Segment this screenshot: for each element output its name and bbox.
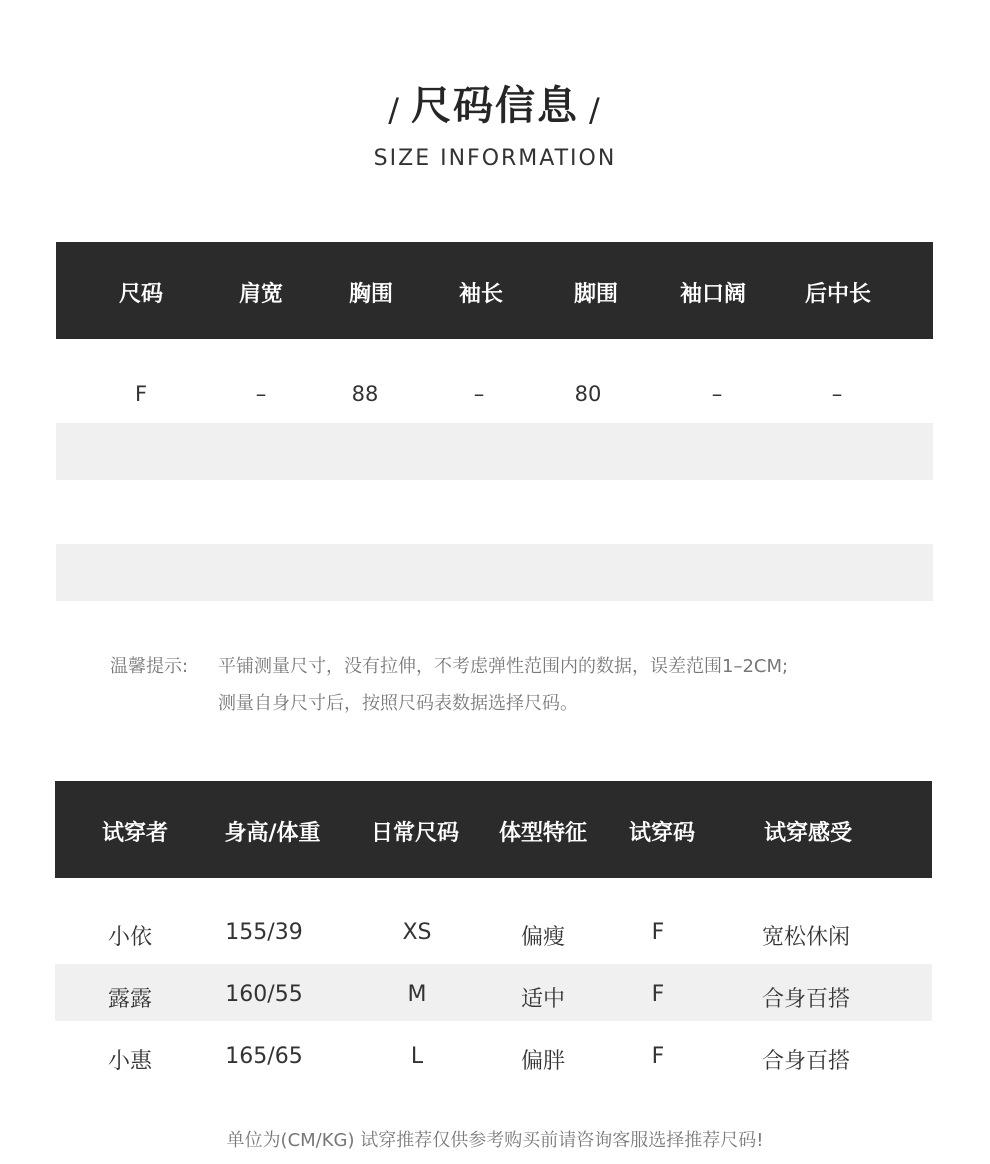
tryon-cell: 165/65 [225,1044,303,1069]
tryon-header-cell: 体型特征 [498,821,587,846]
tryon-cell: 适中 [520,987,565,1012]
tryon-cell: F [651,1044,665,1069]
title-cn-text: 尺码信息 [411,83,579,129]
tryon-header-cell: 身高/体重 [224,821,321,846]
size-cell: – [255,382,267,406]
tryon-cell: 宽松休闲 [761,925,850,950]
tryon-header-cell: 日常尺码 [370,821,459,846]
tryon-cell: 合身百搭 [761,987,850,1012]
tryon-cell: 偏胖 [520,1049,565,1074]
page-subtitle: SIZE INFORMATION [373,146,617,171]
title-slash-left: / [388,91,401,129]
size-header-cell: 尺码 [118,282,163,307]
size-cell: F [134,382,148,406]
tryon-cell: 偏瘦 [520,925,565,950]
tryon-header-cell: 试穿码 [628,821,695,846]
size-header-cell: 袖口阔 [679,282,746,307]
tryon-cell: F [651,920,665,945]
tryon-cell: 小依 [107,925,152,950]
tryon-header-cell: 试穿感受 [763,821,852,846]
tryon-cell: M [407,982,427,1007]
size-cell: – [711,382,723,406]
tryon-cell: 小惠 [107,1049,152,1074]
tryon-cell: F [651,982,665,1007]
tryon-cell: 露露 [107,987,152,1012]
tryon-cell: L [410,1044,424,1069]
title-slash-right: / [589,91,602,129]
tryon-table-header [55,781,932,878]
size-cell: – [831,382,843,406]
tryon-header-cell: 试穿者 [101,821,168,846]
note-line-1: 平铺测量尺寸，没有拉伸，不考虑弹性范围内的数据，误差范围1–2CM; [218,656,789,677]
size-cell: 80 [574,382,602,406]
size-header-cell: 脚围 [573,282,618,307]
size-table-header [56,242,933,339]
footer-note: 单位为(CM/KG) 试穿推荐仅供参考购买前请咨询客服选择推荐尺码! [226,1130,764,1151]
tryon-cell: 155/39 [225,920,303,945]
size-cell: – [473,382,485,406]
note-label: 温馨提示: [110,656,189,677]
size-cell: 88 [351,382,379,406]
size-header-cell: 袖长 [458,282,503,307]
page-title [0,74,990,131]
size-table-empty-band [56,544,933,601]
tryon-cell: 合身百搭 [761,1049,850,1074]
tryon-cell: 160/55 [225,982,303,1007]
size-header-cell: 胸围 [348,282,393,307]
size-header-cell: 肩宽 [238,282,283,307]
note-line-2: 测量自身尺寸后，按照尺码表数据选择尺码。 [218,693,578,714]
tryon-cell: XS [402,920,432,945]
size-table-empty-band [56,423,933,480]
size-header-cell: 后中长 [804,282,871,307]
